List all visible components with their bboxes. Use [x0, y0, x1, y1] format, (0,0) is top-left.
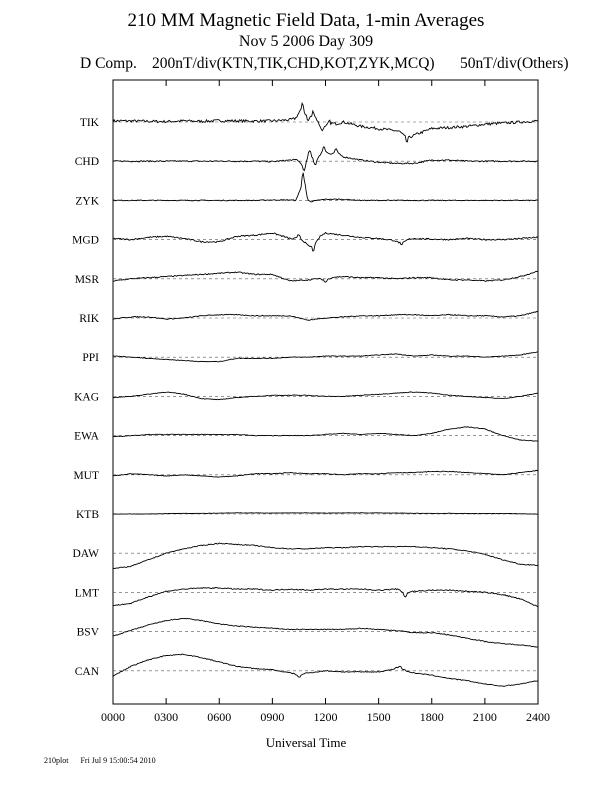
trace-msr [113, 271, 538, 282]
trace-ewa [113, 427, 538, 442]
station-label-ppi: PPI [82, 352, 99, 365]
station-label-msr: MSR [74, 273, 99, 286]
trace-ppi [113, 352, 538, 362]
station-label-mgd: MGD [72, 234, 99, 247]
trace-mgd [113, 232, 538, 251]
station-label-daw: DAW [72, 548, 99, 561]
chart-subtitle: Nov 5 2006 Day 309 [238, 33, 374, 50]
station-label-can: CAN [74, 665, 99, 678]
x-tick-label-1500: 1500 [366, 710, 391, 724]
trace-tik [113, 103, 538, 142]
x-tick-label-0300: 0300 [154, 710, 179, 724]
trace-kag [113, 392, 538, 400]
scale-note-large: 200nT/div(KTN,TIK,CHD,KOT,ZYK,MCQ) [152, 55, 435, 72]
station-label-ktb: KTB [76, 509, 99, 521]
x-tick-label-0000: 0000 [101, 710, 125, 724]
trace-daw [113, 543, 538, 569]
trace-lmt [113, 588, 538, 608]
x-tick-label-1200: 1200 [313, 710, 338, 724]
component-label: D Comp. [80, 55, 137, 72]
x-tick-label-0900: 0900 [260, 710, 285, 724]
trace-can [113, 654, 538, 687]
footer [44, 756, 168, 765]
footer-timestamp: Fri Jul 9 15:00:54 2010 [80, 756, 156, 765]
station-label-rik: RIK [79, 313, 99, 325]
trace-mut [113, 470, 538, 477]
station-label-bsv: BSV [76, 626, 99, 639]
station-label-mut: MUT [73, 469, 99, 482]
station-label-kag: KAG [74, 391, 99, 404]
station-label-lmt: LMT [74, 587, 99, 600]
x-tick-label-0600: 0600 [207, 710, 232, 724]
scale-note-small: 50nT/div(Others) [460, 55, 569, 72]
plot-frame [113, 80, 538, 704]
trace-chd [113, 147, 538, 171]
station-label-tik: TIK [79, 117, 99, 129]
x-tick-label-1800: 1800 [419, 710, 444, 724]
x-axis-label: Universal Time [265, 735, 347, 750]
x-tick-label-2100: 2100 [472, 710, 497, 724]
footer-program: 210plot [44, 756, 69, 765]
chart-title: 210 MM Magnetic Field Data, 1-min Averages [127, 10, 485, 31]
station-label-zyk: ZYK [75, 195, 99, 208]
x-tick-label-2400: 2400 [526, 710, 550, 724]
trace-zyk [113, 173, 538, 202]
station-label-chd: CHD [74, 156, 99, 169]
station-label-ewa: EWA [74, 430, 99, 443]
trace-rik [113, 311, 538, 320]
trace-bsv [113, 618, 538, 647]
